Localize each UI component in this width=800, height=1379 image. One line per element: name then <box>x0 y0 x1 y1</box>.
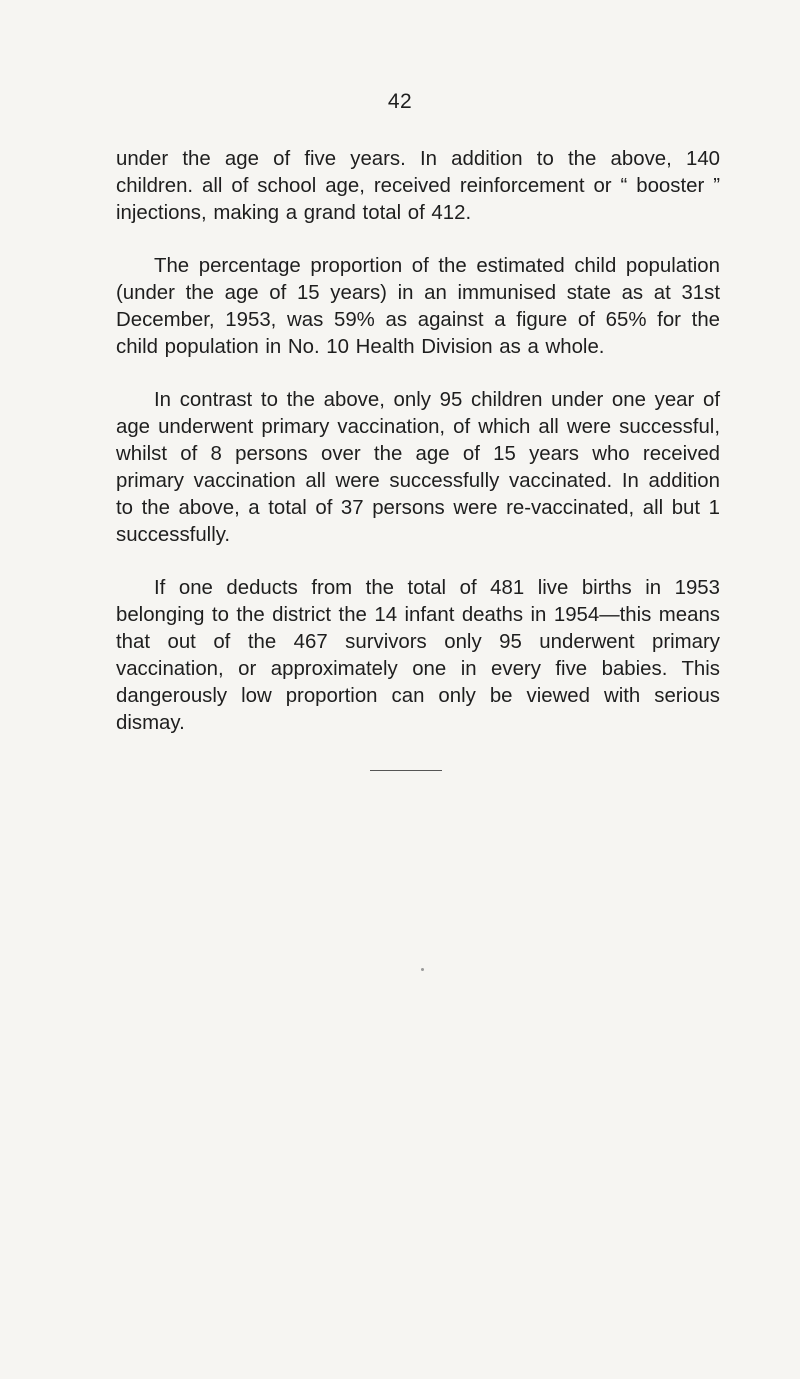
document-body <box>116 146 720 763</box>
paragraph-primary-vaccination: In contrast to the above, only 95 children under one year of age underwent primary vaccination, of which all were successful, whilst of 8 persons over the age of 15 years who received primary vaccination all were successfully vaccinated. In addition to the above, a total of 37 persons were re-vaccinated, all but 1 successfully. <box>116 389 720 546</box>
paragraph-live-births: If one deducts from the total of 481 live births in 1953 belonging to the district the 14 infant deaths in 1954—this means that out of the 467 survivors only 95 underwent primary vaccination, or approximately one in every five babies. This dangerously low proportion can only be viewed with serious dismay. <box>116 577 720 734</box>
paragraph-immunisation-percentage: The percentage proportion of the estimated child population (under the age of 15 years) in an immunised state as at 31st December, 1953, was 59% as against a figure of 65% for the child population in No. 10 Health Division as a whole. <box>116 255 720 358</box>
section-divider <box>370 770 442 771</box>
paragraph-continuation: under the age of five years. In addition to the above, 140 children. all of school age, received reinforcement or “ booster ” injections, making a grand total of 412. <box>116 148 720 224</box>
page-number: 42 <box>387 90 413 113</box>
paper-speck <box>421 968 424 971</box>
